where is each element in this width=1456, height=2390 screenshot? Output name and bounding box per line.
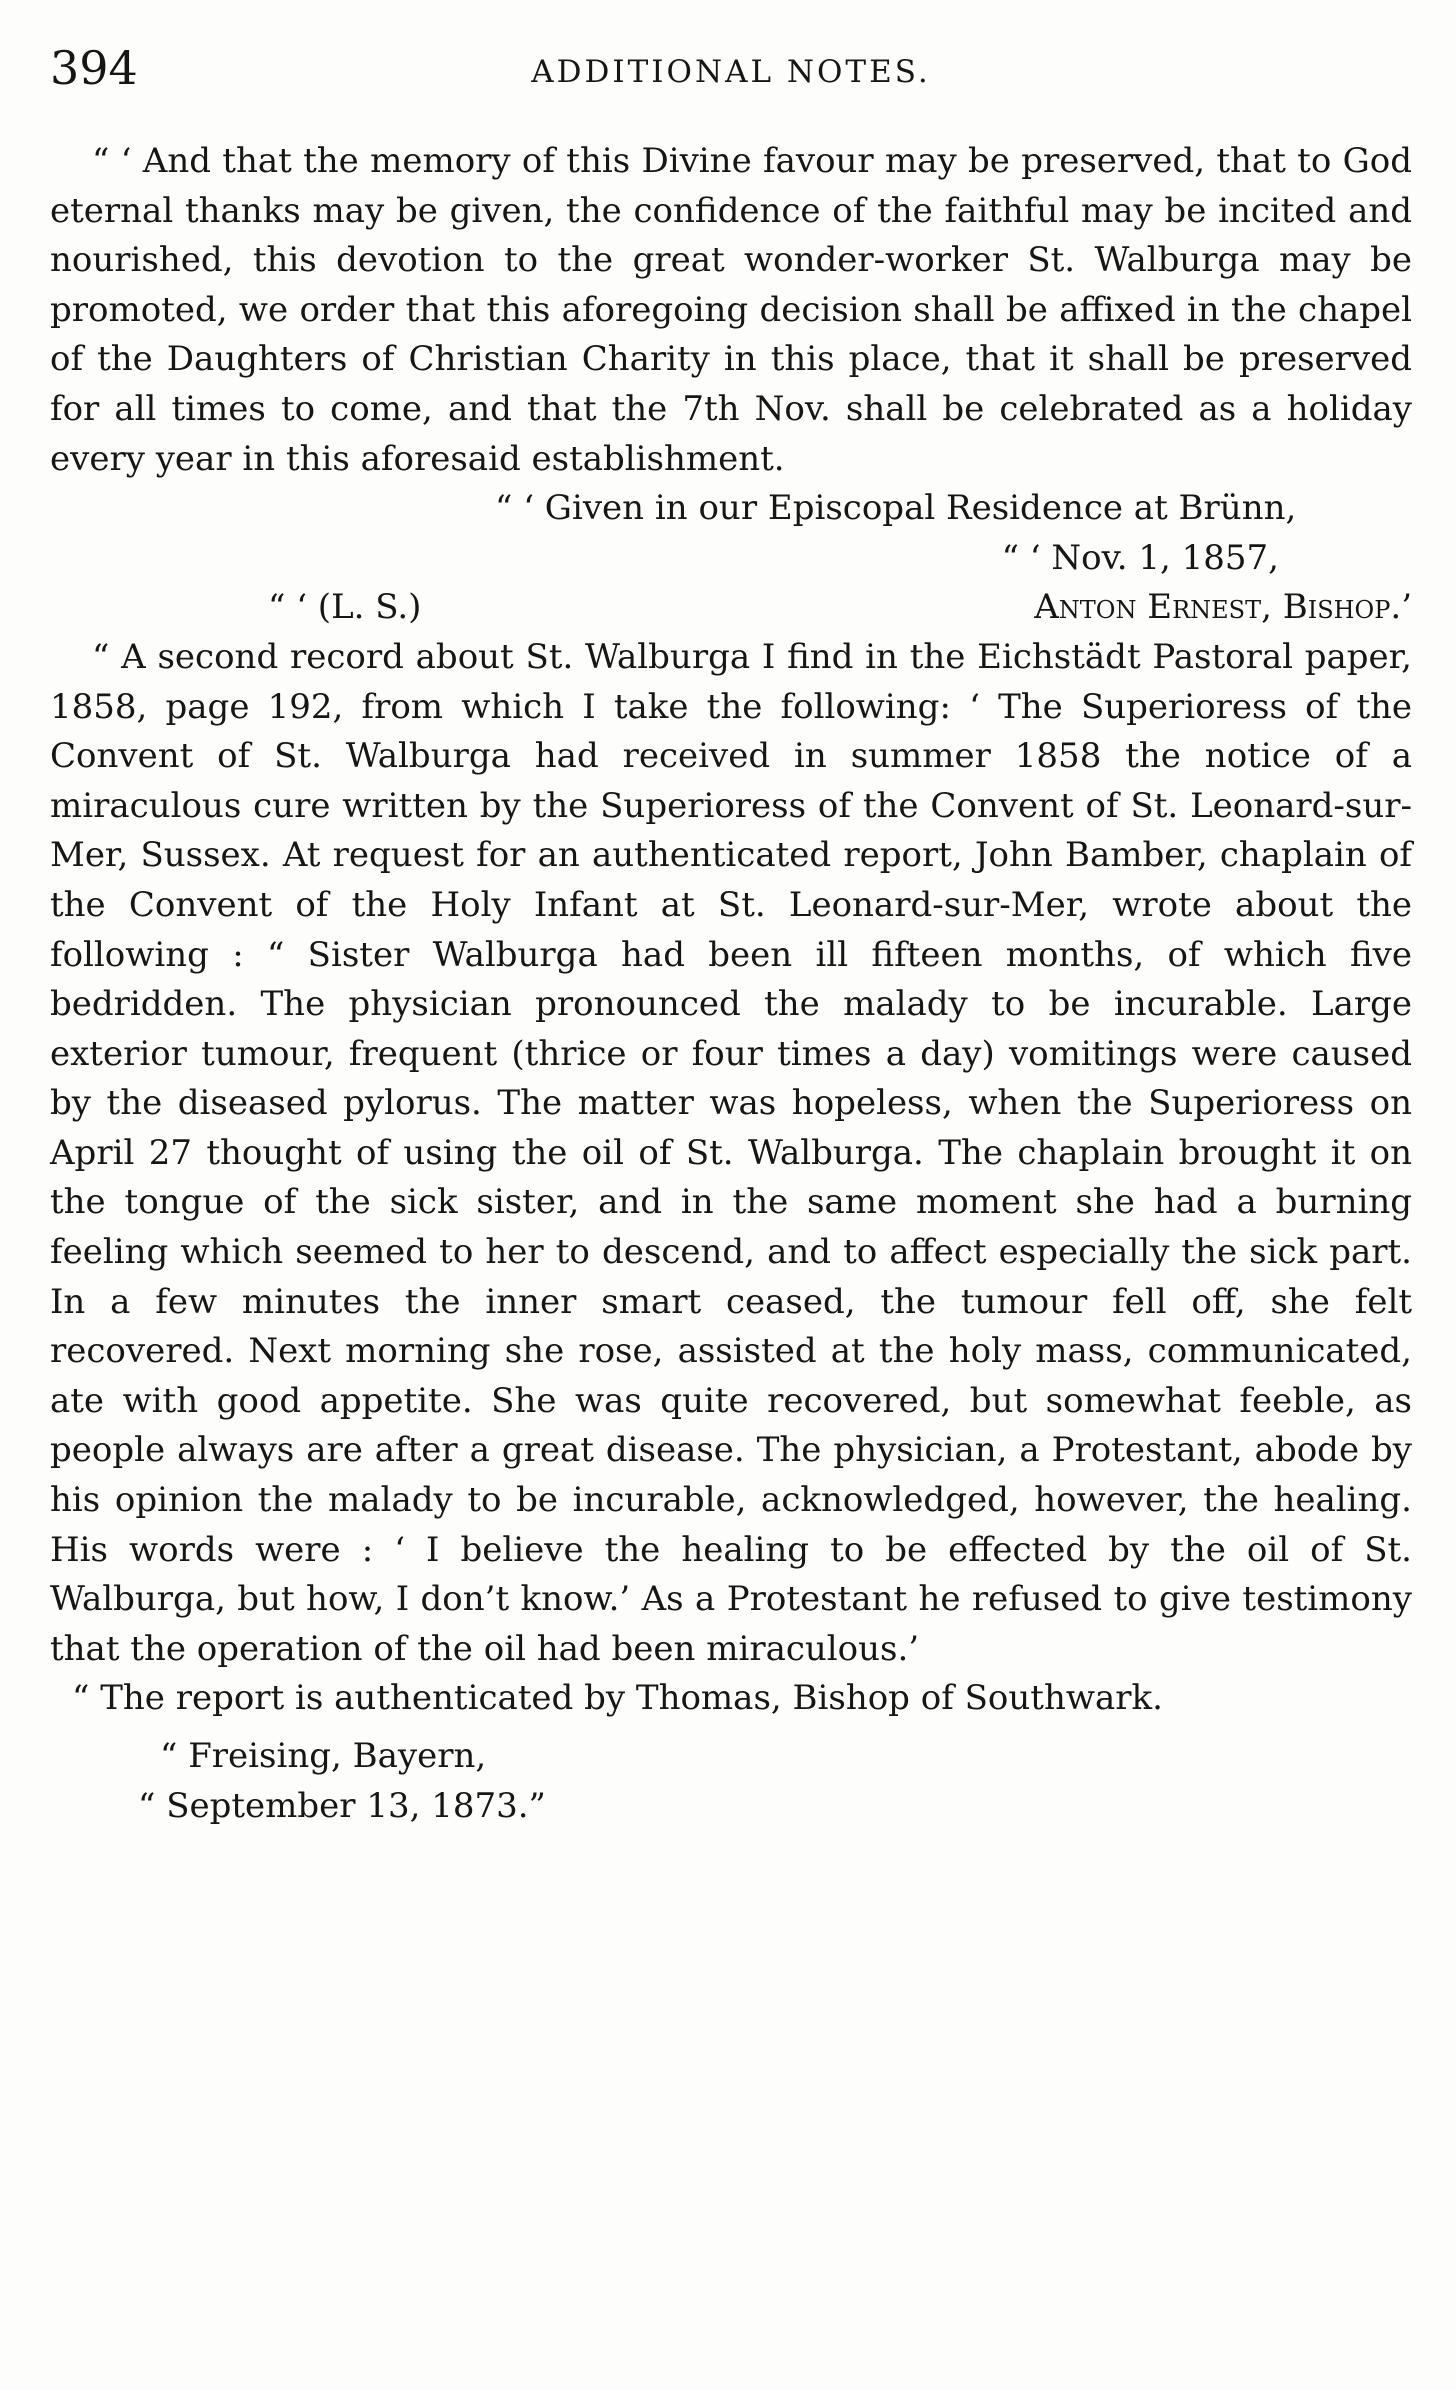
decree-paragraph: “ ‘ And that the memory of this Divine favour may be preserved, that to God eternal thanks may be given, the confidence of the faithful may be incited and nourished, this devotion to the great wonder-worker St. Walburga may be promoted, we order that this aforegoing decision shall be affixed in the chapel of the Daughters of Christian Charity in this place, that it shall be preserved for all times to come, and that the 7th Nov. shall be celebrated as a holiday every year in this aforesaid establishment. <box>50 141 1412 479</box>
closing-place: “ Freising, Bayern, <box>160 1736 487 1776</box>
closing-date: “ September 13, 1873.” <box>138 1785 546 1826</box>
date-line: “ ‘ Nov. 1, 1857, <box>1001 537 1279 578</box>
page-body <box>50 137 1412 1831</box>
page-number: 394 <box>50 41 138 95</box>
second-record-paragraph: “ A second record about St. Walburga I find in the Eichstädt Pastoral paper, 1858, page 192, from which I take the following: ‘ The Superioress of the Convent of St. Walburga had received in summer 1858 the notice of a miraculous cure written by the Superioress of the Convent of St. Leonard-sur-Mer, Sussex. At request for an authenticated report, John Bamber, chaplain of the Convent of the Holy Infant at St. Leonard-sur-Mer, wrote about the following : “ Sister Walburga had been ill fifteen months, of which five bedridden. The physician pronounced the malady to be incurable. Large exterior tumour, frequent (thrice or four times a day) vomitings were caused by the diseased pylorus. The matter was hopeless, when the Superioress on April 27 thought of using the oil of St. Walburga. The chaplain brought it on the tongue of the sick sister, and in the same moment she had a burning feeling which seemed to her to descend, and to affect especially the sick part. In a few minutes the inner smart ceased, the tumour fell off, she felt recovered. Next morning she rose, assisted at the holy mass, communicated, ate with good appetite. She was quite recovered, but somewhat feeble, as people always are after a great disease. The physician, a Protestant, abode by his opinion the malady to be incurable, acknowledged, however, the healing. His words were : ‘ I believe the healing to be effected by the oil of St. Walburga, but how, I don’t know.’ As a Protestant he refused to give testimony that the operation of the oil had been miraculous.’ <box>50 636 1412 1669</box>
report-line: “ The report is authenticated by Thomas, Bishop of Southwark. <box>72 1678 1163 1719</box>
given-line: “ ‘ Given in our Episcopal Residence at Brünn, <box>495 488 1297 529</box>
signature-row <box>50 583 1412 633</box>
seal-mark: “ ‘ (L. S.) <box>268 587 422 628</box>
bishop-signature: Anton Ernest, Bishop.’ <box>1034 587 1412 628</box>
running-head: ADDITIONAL NOTES. <box>531 54 931 90</box>
page-header <box>50 40 1412 100</box>
